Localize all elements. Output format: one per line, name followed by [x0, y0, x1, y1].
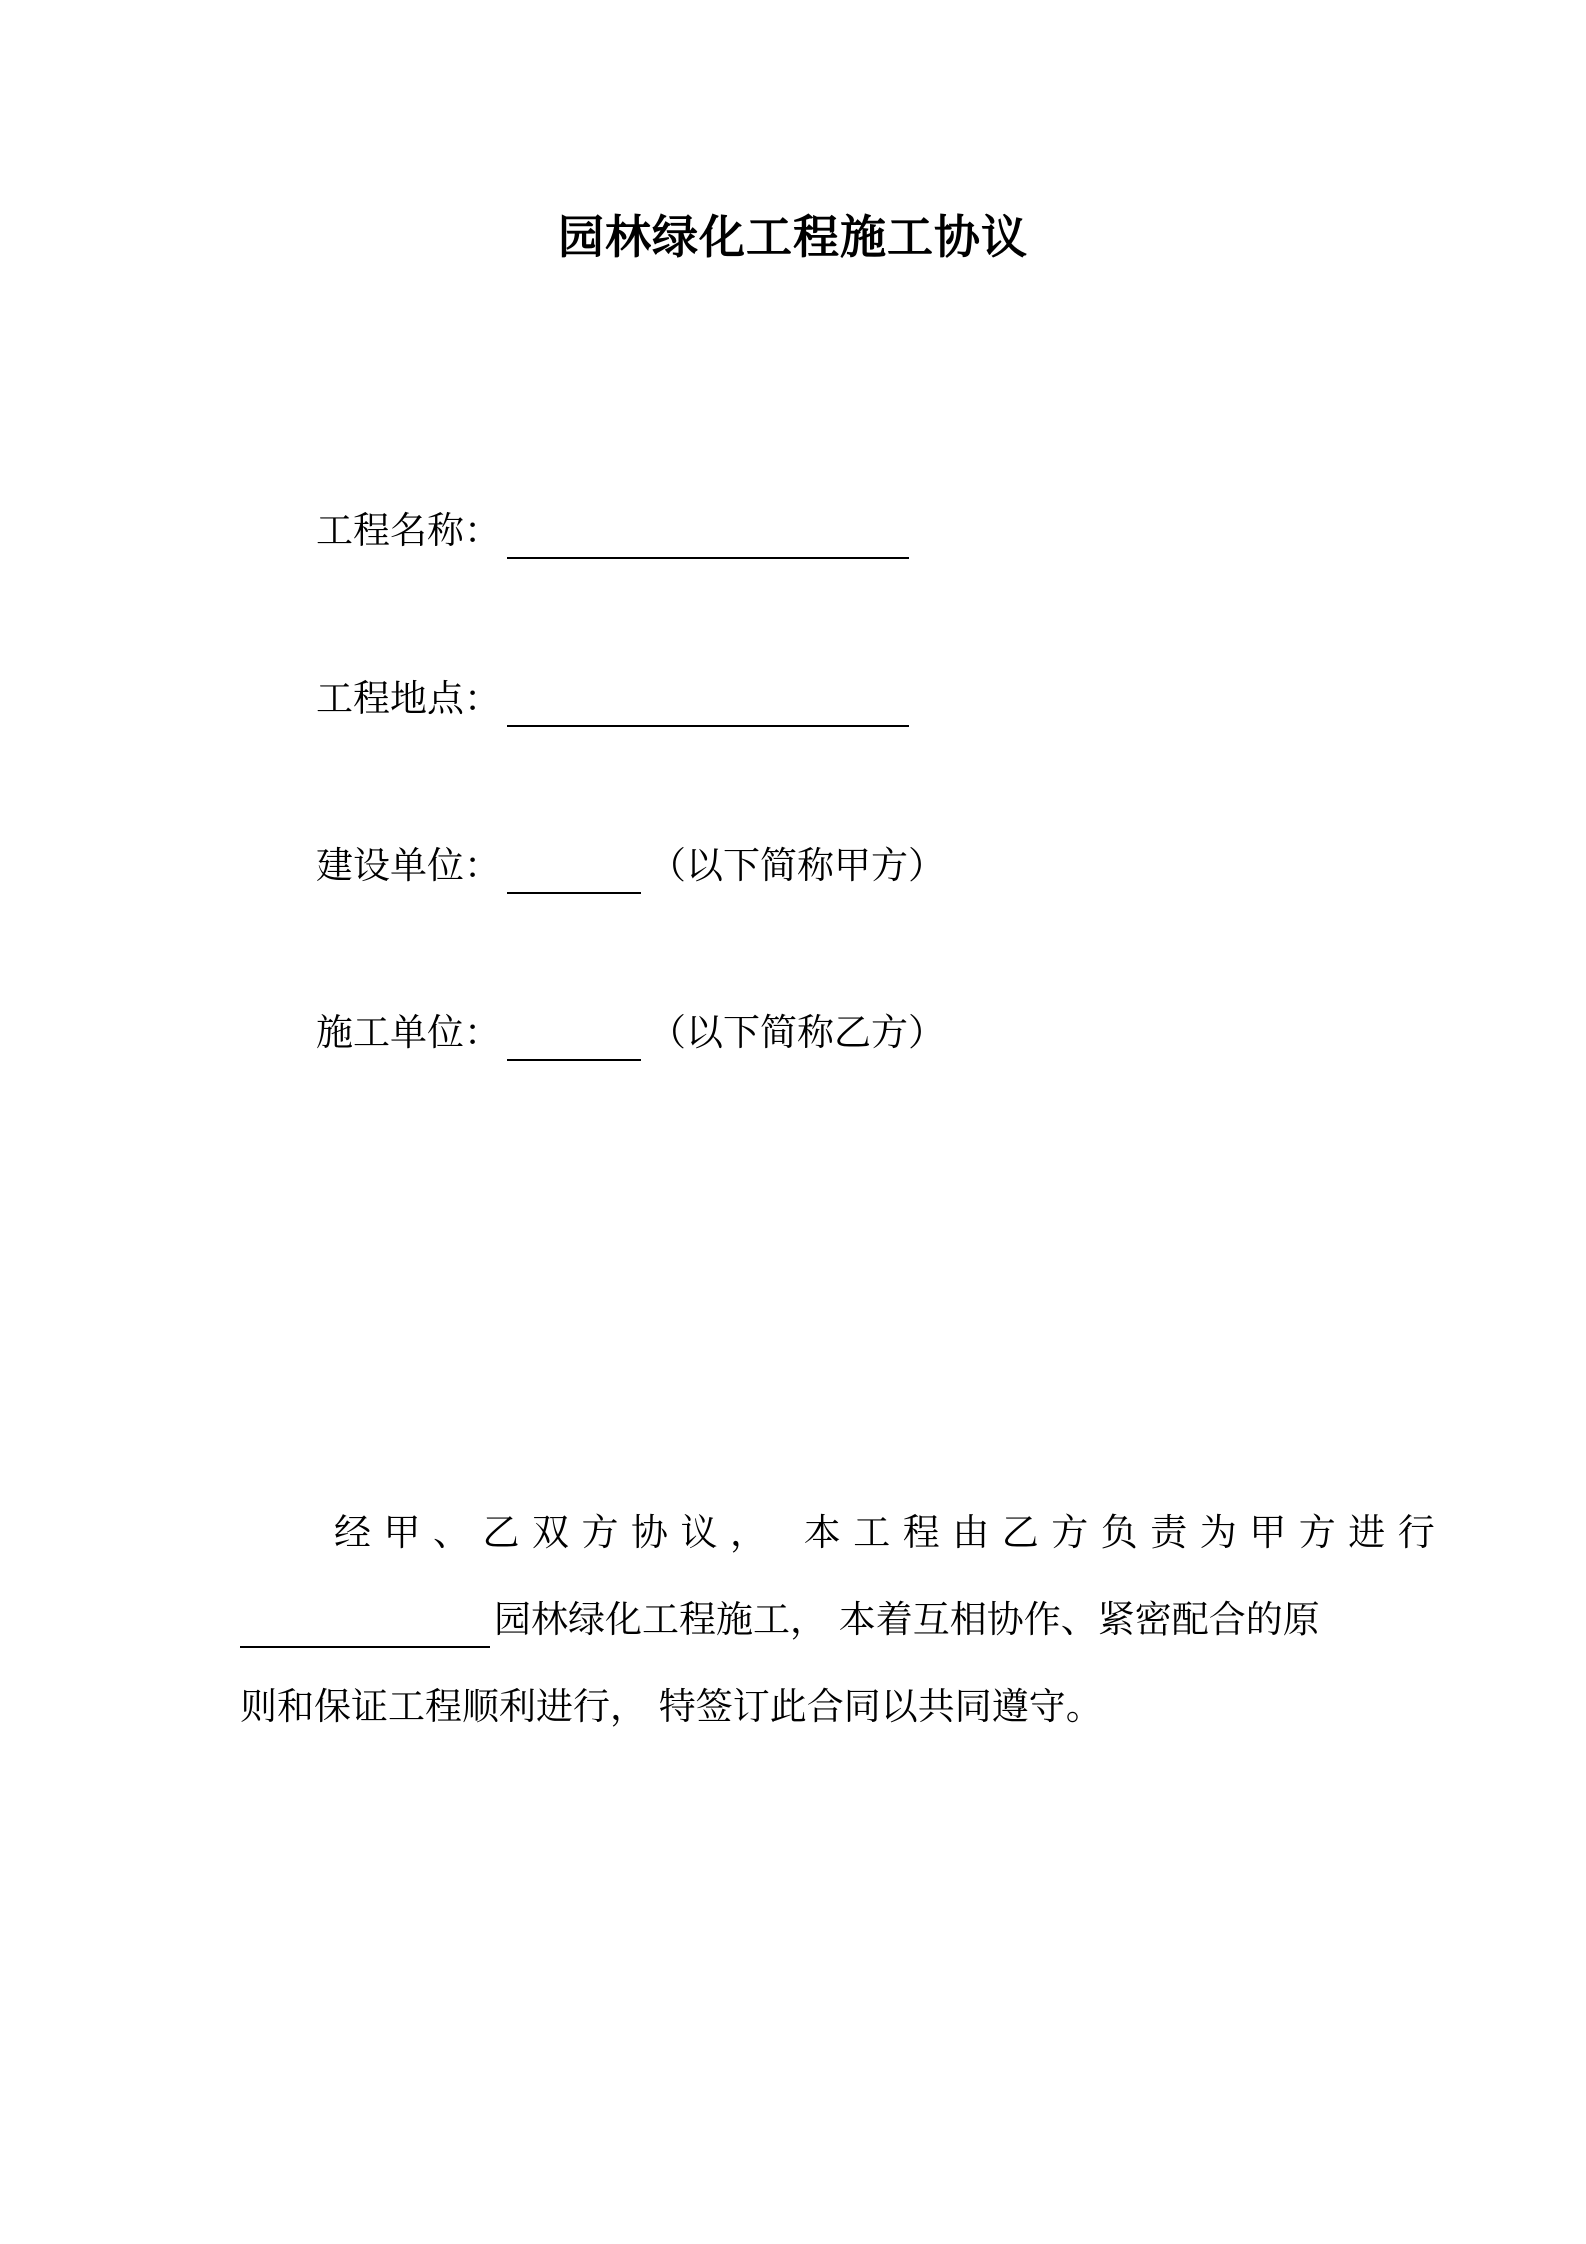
field-construction-unit: [316, 838, 945, 894]
field-project-location: [316, 671, 909, 727]
field-project-name: [316, 503, 909, 559]
field-label: 施工单位：: [316, 1011, 501, 1054]
blank-line: [507, 679, 909, 727]
field-label: 工程地点：: [316, 677, 501, 720]
blank-line: [507, 846, 641, 894]
blank-line: [240, 1600, 490, 1648]
blank-line: [507, 511, 909, 559]
field-suffix: （以下简称乙方）: [649, 1011, 945, 1054]
paragraph-line-3: 则和保证工程顺利进行， 特签订此合同以共同遵守。: [240, 1685, 1103, 1728]
field-suffix: （以下简称甲方）: [649, 844, 945, 887]
paragraph-line-2: [240, 1592, 1356, 1648]
paragraph-line-1: 经甲、乙双方协议， 本工程由乙方负责为甲方进行: [334, 1511, 1448, 1554]
document-title: 园林绿化工程施工协议: [558, 210, 1028, 264]
field-label: 建设单位：: [316, 844, 501, 887]
blank-line: [507, 1013, 641, 1061]
field-label: 工程名称：: [316, 509, 501, 552]
paragraph-line-2-text: 园林绿化工程施工， 本着互相协作、紧密配合的原: [494, 1598, 1320, 1641]
field-contractor-unit: [316, 1005, 945, 1061]
